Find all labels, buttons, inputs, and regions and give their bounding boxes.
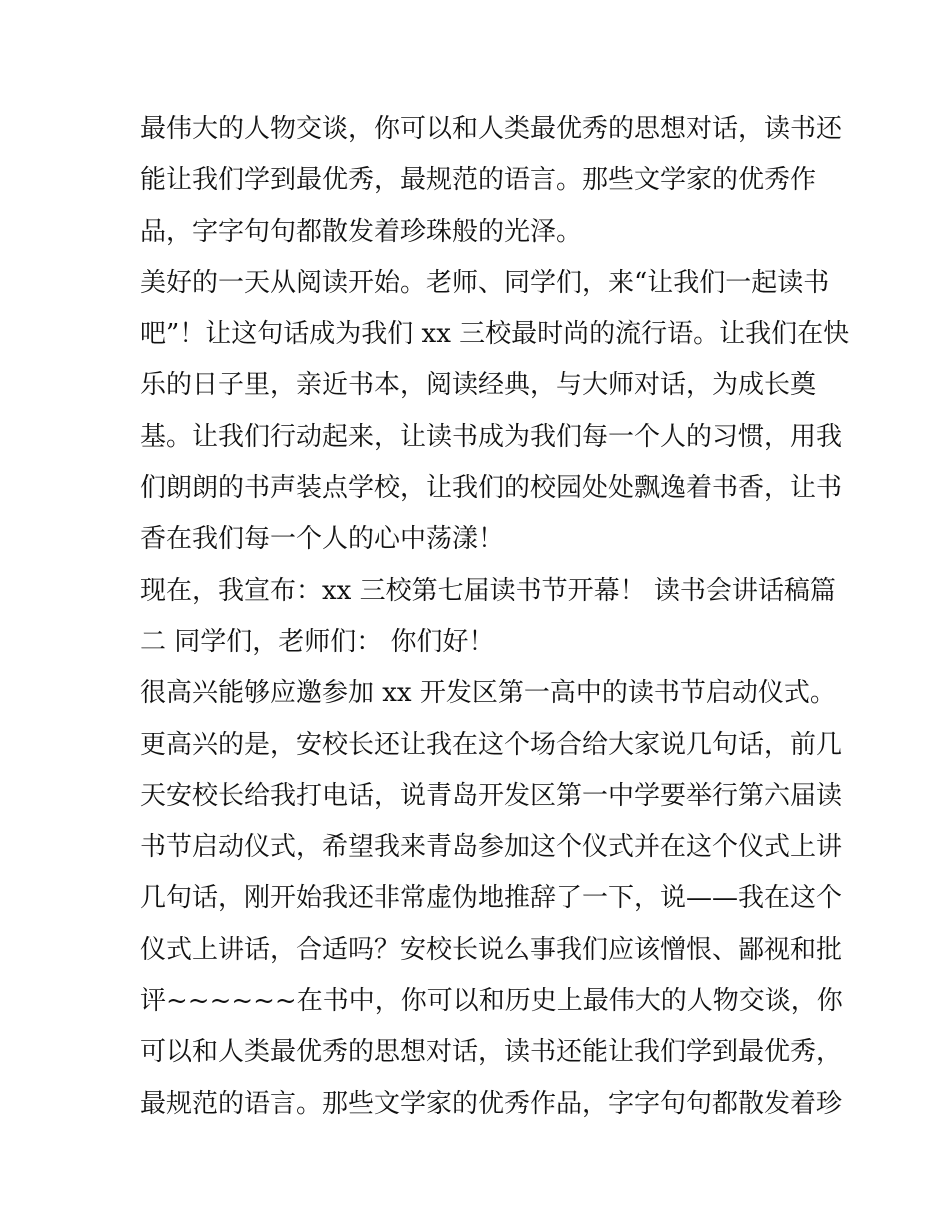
- text-line: 乐的日子里，亲近书本，阅读经典，与大师对话，为成长奠: [140, 370, 817, 401]
- text-line: 基。让我们行动起来，让读书成为我们每一个人的习惯，用我: [140, 421, 843, 452]
- text-line: 几句话，刚开始我还非常虚伪地推辞了一下，说——我在这个: [140, 883, 843, 914]
- text-line: 现在，我宣布：xx 三校第七届读书节开幕！ 读书会讲话稿篇: [140, 575, 836, 606]
- text-line: 香在我们每一个人的心中荡漾！: [140, 524, 505, 555]
- body-text: [140, 104, 850, 1130]
- text-line: 评~~~~~~在书中，你可以和历史上最伟大的人物交谈，你: [140, 986, 843, 1017]
- text-line: 最规范的语言。那些文学家的优秀作品，字字句句都散发着珍: [140, 1088, 843, 1119]
- text-line: 们朗朗的书声装点学校，让我们的校园处处飘逸着书香，让书: [140, 473, 843, 504]
- text-line: 书节启动仪式，希望我来青岛参加这个仪式并在这个仪式上讲: [140, 832, 843, 863]
- text-line: 美好的一天从阅读开始。老师、同学们，来“让我们一起读书: [140, 267, 830, 298]
- text-line: 仪式上讲话，合适吗？安校长说么事我们应该憎恨、鄙视和批: [140, 934, 843, 965]
- text-line: 品，字字句句都散发着珍珠般的光泽。: [140, 216, 583, 247]
- text-line: 更高兴的是，安校长还让我在这个场合给大家说几句话，前几: [140, 729, 843, 760]
- text-line: 可以和人类最优秀的思想对话，读书还能让我们学到最优秀，: [140, 1037, 843, 1068]
- text-line: 天安校长给我打电话，说青岛开发区第一中学要举行第六届读: [140, 780, 843, 811]
- text-line: 二 同学们，老师们： 你们好！: [140, 626, 495, 657]
- text-line: 最伟大的人物交谈，你可以和人类最优秀的思想对话，读书还: [140, 114, 843, 144]
- text-line: 吧”！让这句话成为我们 xx 三校最时尚的流行语。让我们在快: [140, 319, 850, 350]
- text-line: 很高兴能够应邀参加 xx 开发区第一高中的读书节启动仪式。: [140, 678, 836, 709]
- text-line: 能让我们学到最优秀，最规范的语言。那些文学家的优秀作: [140, 165, 817, 196]
